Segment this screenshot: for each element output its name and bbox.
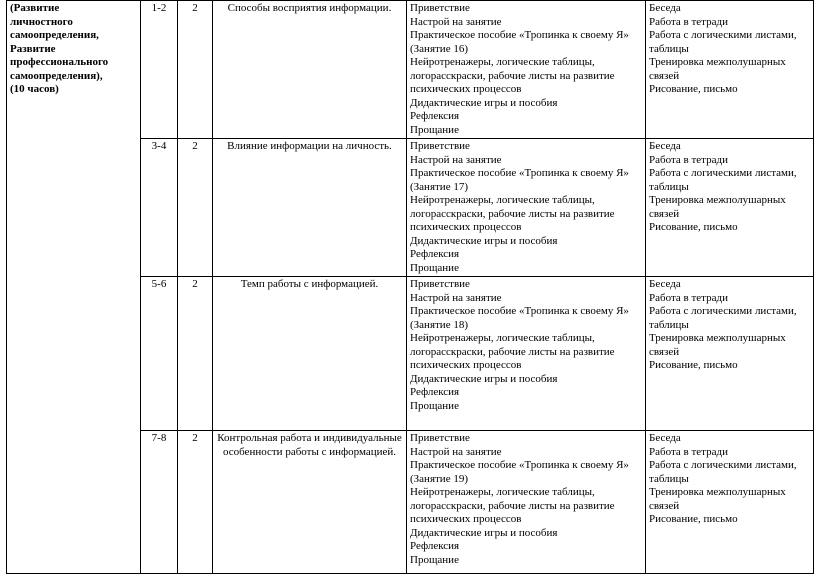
- form-item: Беседа: [649, 432, 681, 444]
- form-item: Тренировка межполушарных связей: [649, 486, 786, 512]
- section-title-line: (Развитие: [10, 2, 60, 14]
- content-item: Нейротренажеры, логические таблицы, логорасскраски, рабочие листы на развитие психических процессов: [410, 194, 615, 233]
- lesson-content: [407, 139, 646, 277]
- form-item: Беседа: [649, 278, 681, 290]
- lesson-topic: Влияние информации на личность.: [213, 139, 407, 277]
- form-item: Рисование, письмо: [649, 359, 738, 371]
- section-title-line: самоопределения,: [10, 29, 99, 41]
- lesson-topic: Темп работы с информацией.: [213, 277, 407, 431]
- content-item: Настрой на занятие: [410, 291, 502, 304]
- section-title-line: профессионального: [10, 56, 109, 68]
- content-item: Настрой на занятие: [410, 15, 502, 28]
- form-item: Беседа: [649, 140, 681, 152]
- lesson-number: 3-4: [141, 139, 178, 277]
- content-item: Нейротренажеры, логические таблицы, логорасскраски, рабочие листы на развитие психических процессов: [410, 486, 615, 525]
- section-title-line: Развитие: [10, 42, 56, 55]
- section-title-line: самоопределения),: [10, 69, 103, 82]
- content-item: Настрой на занятие: [410, 445, 502, 458]
- lesson-topic: Способы восприятия информации.: [213, 1, 407, 139]
- content-item: Рефлексия: [410, 386, 460, 398]
- form-item: Работа с логическими листами, таблицы: [649, 459, 797, 485]
- content-item: Дидактические игры и пособия: [410, 234, 558, 247]
- section-title-line: личностного: [10, 15, 73, 28]
- content-item: Дидактические игры и пособия: [410, 372, 558, 385]
- section-title: [7, 1, 141, 574]
- content-item: Практическое пособие «Тропинка к своему Я» (Занятие 19): [410, 459, 629, 485]
- form-item: Работа в тетради: [649, 153, 728, 166]
- form-item: Тренировка межполушарных связей: [649, 56, 786, 82]
- lesson-hours: 2: [178, 431, 213, 574]
- form-item: Работа с логическими листами, таблицы: [649, 167, 797, 193]
- lesson-topic: Контрольная работа и индивидуальные особенности работы с информацией.: [213, 431, 407, 574]
- form-item: Работа в тетради: [649, 291, 728, 304]
- form-item: Тренировка межполушарных связей: [649, 194, 786, 220]
- content-item: Приветствие: [410, 432, 470, 444]
- content-item: Рефлексия: [410, 110, 460, 122]
- content-item: Прощание: [410, 261, 459, 274]
- content-item: Рефлексия: [410, 248, 460, 260]
- lesson-number: 5-6: [141, 277, 178, 431]
- content-item: Дидактические игры и пособия: [410, 526, 558, 539]
- content-item: Настрой на занятие: [410, 153, 502, 166]
- content-item: Прощание: [410, 399, 459, 412]
- lesson-content: [407, 1, 646, 139]
- content-item: Нейротренажеры, логические таблицы, логорасскраски, рабочие листы на развитие психических процессов: [410, 332, 615, 371]
- form-item: Работа с логическими листами, таблицы: [649, 29, 797, 55]
- content-item: Практическое пособие «Тропинка к своему Я» (Занятие 18): [410, 305, 629, 331]
- lesson-plan-table: [6, 0, 814, 574]
- form-item: Беседа: [649, 2, 681, 14]
- form-item: Работа в тетради: [649, 445, 728, 458]
- form-item: Тренировка межполушарных связей: [649, 332, 786, 358]
- lesson-forms: [646, 431, 814, 574]
- form-item: Работа в тетради: [649, 15, 728, 28]
- lesson-forms: [646, 277, 814, 431]
- lesson-number: 7-8: [141, 431, 178, 574]
- lesson-content: [407, 431, 646, 574]
- table-row: [7, 1, 814, 139]
- lesson-forms: [646, 139, 814, 277]
- section-title-line: (10 часов): [10, 83, 59, 95]
- content-item: Практическое пособие «Тропинка к своему Я» (Занятие 16): [410, 29, 629, 55]
- form-item: Рисование, письмо: [649, 83, 738, 95]
- content-item: Прощание: [410, 123, 459, 136]
- lesson-hours: 2: [178, 139, 213, 277]
- content-item: Рефлексия: [410, 540, 460, 552]
- content-item: Прощание: [410, 553, 459, 566]
- content-item: Приветствие: [410, 2, 470, 14]
- content-item: Практическое пособие «Тропинка к своему Я» (Занятие 17): [410, 167, 629, 193]
- content-item: Нейротренажеры, логические таблицы, логорасскраски, рабочие листы на развитие психических процессов: [410, 56, 615, 95]
- content-item: Приветствие: [410, 140, 470, 152]
- lesson-number: 1-2: [141, 1, 178, 139]
- form-item: Рисование, письмо: [649, 513, 738, 525]
- form-item: Рисование, письмо: [649, 221, 738, 233]
- lesson-hours: 2: [178, 277, 213, 431]
- lesson-hours: 2: [178, 1, 213, 139]
- lesson-forms: [646, 1, 814, 139]
- form-item: Работа с логическими листами, таблицы: [649, 305, 797, 331]
- content-item: Дидактические игры и пособия: [410, 96, 558, 109]
- content-item: Приветствие: [410, 278, 470, 290]
- lesson-content: [407, 277, 646, 431]
